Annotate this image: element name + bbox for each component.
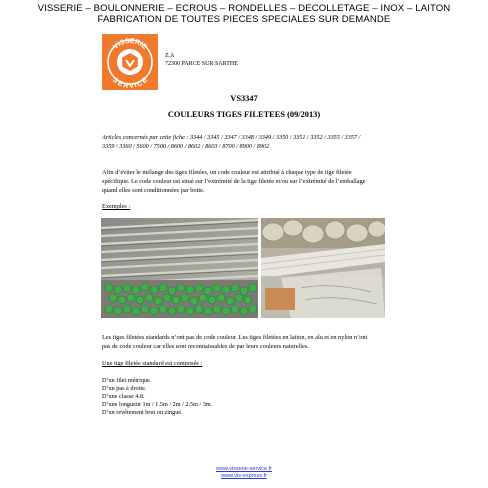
website-link-visserie-service[interactable]: www.visserie-service.fr [216,466,272,472]
photo-rods-green-caps [101,218,258,318]
logo-text-top: VISSERIE [112,37,148,51]
composition-item: D’un revêtement brut ou zingué. [102,409,183,416]
composition-item: D’un filet métrique. [102,377,152,384]
header-line-1: VISSERIE – BOULONNERIE – ECROUS – RONDELLES – DECOLLETAGE – INOX – LAITON [37,3,451,14]
composition-item: D’un pas à droite. [102,385,147,392]
intro-line-1: Afin d’éviter le mélange des tiges filetées, un code couleur est attribué à chaque type de tige filetée [102,169,352,176]
intro-line-2: spécifique. Le code couleur est situé sur l’extrémité de la tige filetée et/ou sur l’extrémité de l’emballage [102,178,366,185]
document-title: COULEURS TIGES FILETEES (09/2013) [167,110,321,119]
address-line-2: 72300 PARCE SUR SARTHE [165,61,238,67]
address-line-1: Z.A [165,53,175,59]
logo-text-bottom: SERVICE [111,76,149,90]
articles-line-1: Articles concernés par cette fiche : 3344 / 3345 / 3347 / 3348 / 3349 / 3350 / 3351 / 3352 / 3355 / 3357 / [102,134,361,141]
header-line-2: FABRICATION DE TOUTES PIECES SPECIALES SUR DEMANDE [97,14,391,25]
logo-graphic [102,34,158,90]
standard-line-2: pas de code couleur car elles sont reconnaissables de par leurs couleurs naturelles. [102,343,309,350]
composition-item: D’une longueur 1m / 1.5m / 2m / 2.5m / 3m. [102,401,213,408]
composition-item: D’une classe 4.8. [102,393,145,400]
standard-line-1: Les tiges filetées standards n’ont pas de code couleur. Les tiges filetées en laiton, en alu et en nylon n’ont [102,334,368,341]
svg-text:SERVICE [111,76,149,90]
photo-rods-packaged [261,218,385,318]
intro-line-3: quand elles sont conditionnées par botte. [102,187,205,194]
website-link-vis-express[interactable]: www.vis-express.fr [221,473,267,479]
examples-label: Exemples : [102,203,131,210]
articles-line-2: 3359 / 3360 / 5600 / 7500 / 8600 / 8602 / 8603 / 8700 / 8900 / 8902 [102,143,270,150]
company-logo [102,34,158,90]
document-code: VS3347 [230,94,258,103]
composition-label: Une tige filetée standard est composée : [102,360,203,367]
